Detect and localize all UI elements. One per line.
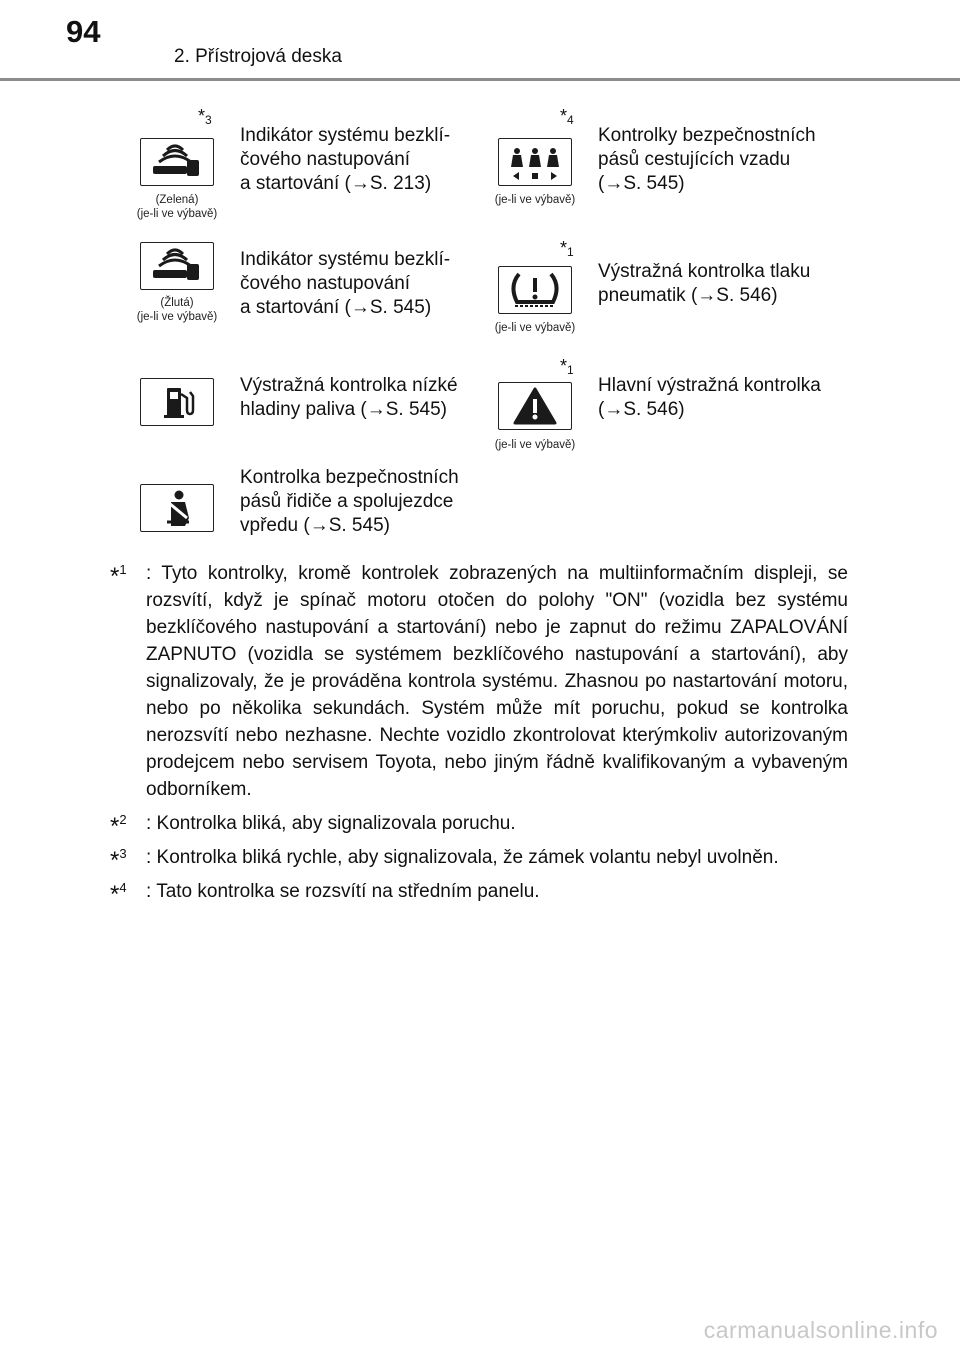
footnote-4: *$^4$ : Tato kontrolka se rozsvítí na středním panelu.	[110, 880, 540, 908]
footnotes	[110, 560, 848, 912]
indicator-description: Indikátor systému bezklí- čového nastupování a startování (→S. 213)	[240, 125, 451, 194]
section-title: 2. Přístrojová deska	[174, 46, 342, 67]
indicator-description: Výstražná kontrolka nízké hladiny paliva (→S. 545)	[240, 375, 458, 420]
footnote-marker: *$^4$	[560, 106, 574, 127]
indicator-description: Kontrolka bezpečnostních pásů řidiče a spolujezdce vpředu (→S. 545)	[240, 467, 459, 536]
icon-caption: (Zelená) (je-li ve výbavě)	[136, 194, 218, 220]
smart-key-icon-green	[140, 138, 214, 186]
icon-caption: (je-li ve výbavě)	[494, 322, 576, 334]
watermark: carmanualsonline.info	[703, 1317, 938, 1343]
icon-caption: (je-li ve výbavě)	[494, 439, 576, 451]
footnote-marker: *$^1$	[560, 238, 574, 259]
seatbelt-icon	[140, 484, 214, 532]
page-header	[0, 0, 960, 80]
footnote-3: *$^3$ : Kontrolka bliká rychle, aby signalizovala, že zámek volantu nebyl uvolněn.	[110, 846, 779, 874]
smart-key-icon-yellow	[140, 242, 214, 290]
footnote-1: *$^1$ : Tyto kontrolky, kromě kontrolek zobrazených na multiinformačním displeji, se rozsvítí, když je spínač motoru otočen do polohy "ON" (vozidla bez systému bezklíčového nastupování a startování) nebo je zapnut do režimu ZAPALOVÁNÍ ZAPNUTO (vozidla se systémem bezklíčového nastupování a startování), aby signalizovaly, že je prováděna kontrola systému. Zhasnou po nastartování motoru, nebo po několika sekundách. Systém může mít poruchu, pokud se kontrolka nerozsvítí nebo nezhasne. Nechte vozidlo zkontrolovat kterýmkoliv autorizovaným prodejcem nebo servisem Toyota, nebo jiným řádně kvalifikovaným a vybaveným odborníkem.	[110, 562, 848, 800]
indicator-description: Indikátor systému bezklí- čového nastupování a startování (→S. 545)	[240, 249, 451, 318]
footnote-mark: *$^3$	[110, 846, 127, 874]
footnote-marker: *$^1$	[560, 356, 574, 377]
indicator-description: Hlavní výstražná kontrolka (→S. 546)	[598, 375, 821, 420]
header-divider	[0, 78, 960, 81]
indicator-cell-tire-pressure	[480, 240, 940, 340]
footnote-marker: *$^3$	[198, 106, 212, 127]
indicator-description: Výstražná kontrolka tlaku pneumatik (→S. 546)	[598, 261, 811, 306]
footnote-2: *$^2$ : Kontrolka bliká, aby signalizovala poruchu.	[110, 812, 516, 840]
tire-pressure-icon	[498, 266, 572, 314]
indicator-cell-front-seatbelt	[120, 466, 580, 566]
icon-caption: (Žlutá) (je-li ve výbavě)	[136, 297, 218, 323]
page-number: 94	[66, 14, 101, 49]
rear-seatbelt-icon	[498, 138, 572, 186]
footnote-mark: *$^2$	[110, 812, 127, 840]
footnote-mark: *$^1$	[110, 562, 127, 590]
warning-triangle-icon	[498, 382, 572, 430]
indicator-description: Kontrolky bezpečnostních pásů cestujících vzadu (→S. 545)	[598, 125, 816, 194]
footnote-mark: *$^4$	[110, 880, 127, 908]
fuel-pump-icon	[140, 378, 214, 426]
indicator-cell-rear-seatbelt	[480, 100, 940, 206]
icon-caption: (je-li ve výbavě)	[494, 194, 576, 206]
indicator-cell-master-warning	[480, 356, 940, 456]
